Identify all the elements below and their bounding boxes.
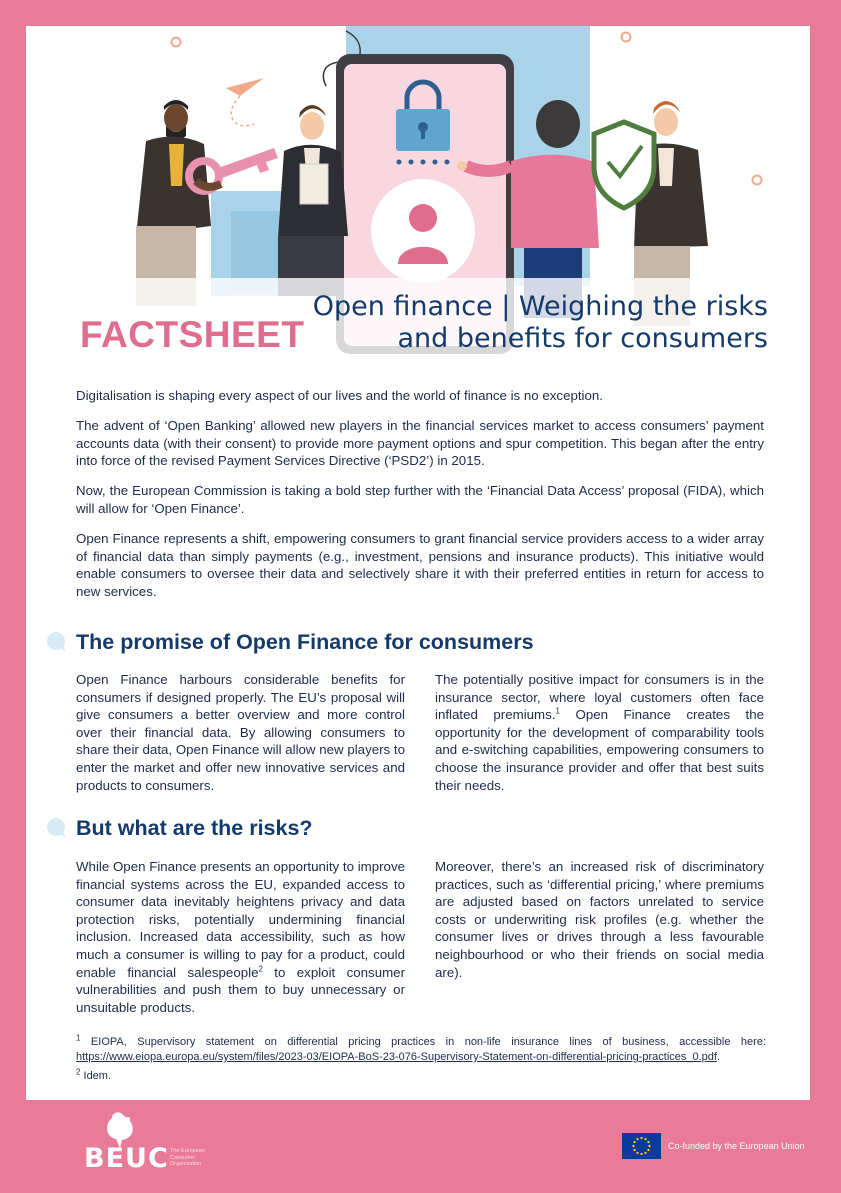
footnotes [76, 1035, 766, 1088]
section-heading-risks [46, 816, 313, 841]
footnote-1 [76, 1035, 766, 1065]
title-line-2: and benefits for consumers [397, 323, 768, 354]
footnote-number: 2 [76, 1067, 81, 1077]
beuc-logo [84, 1108, 224, 1178]
beuc-logo-icon [84, 1108, 134, 1148]
footnote-2 [76, 1069, 766, 1084]
eiopa-link[interactable]: https://www.eiopa.europa.eu/system/files/2023-03/EIOPA-BoS-23-076-Supervisory-Statement-on-differential-pricing-practices_0.pdf [76, 1051, 717, 1063]
speech-bubble-icon [46, 817, 70, 841]
eu-label: Co-funded by the European Union [668, 1141, 805, 1151]
column-right [435, 671, 764, 794]
section-heading-promise [46, 630, 534, 655]
eu-cofunding [622, 1133, 805, 1159]
footnote-text: . [716, 1051, 721, 1063]
column-left: Open Finance harbours considerable benefits for consumers if designed properly. The EU’s proposal will give consumers a better overview and more control over their financial data. By allowing consumers to share their data, Open Finance will allow new players to enter the market and offer new innovative services and products to consumers. [76, 672, 405, 793]
footnote-text: Idem. [80, 1070, 112, 1082]
intro-paragraph: Open Finance represents a shift, empowering consumers to grant financial service providers access to a wider array of financial data than simply payments (e.g., investment, pensions and insurance products). This initiative would enable consumers to oversee their data and selectively share it with their preferred entities in return for access to new services. [76, 531, 764, 599]
section-heading-text: But what are the risks? [76, 816, 313, 840]
footnote-number: 1 [76, 1033, 81, 1043]
speech-bubble-icon [46, 631, 70, 655]
intro-section [76, 387, 764, 613]
text-run: to exploit consumer vulnerabilities and push them to buy unnecessary or unsuitable products. [76, 964, 405, 1015]
text-run: Open Finance creates the opportunity for the development of comparability tools and e-switching capabilities, empowering consumers to choose the insurance provider and offer that best suits their needs. [435, 707, 764, 793]
section-promise-columns [76, 671, 764, 794]
title-line-1: Open finance | Weighing the risks [312, 291, 768, 322]
page-title [313, 291, 768, 355]
eu-flag-icon [622, 1133, 661, 1159]
factsheet-label: FACTSHEET [80, 314, 305, 355]
text-run: The potentially positive impact for consumers is in the insurance sector, where loyal customers often face inflated premiums. [435, 672, 764, 723]
section-heading-text: The promise of Open Finance for consumers [76, 630, 534, 654]
intro-paragraph: Digitalisation is shaping every aspect of our lives and the world of finance is no exception. [76, 388, 603, 403]
logo-text: BEUC [84, 1143, 169, 1174]
footnote-ref[interactable]: 1 [555, 706, 560, 716]
text-run: While Open Finance presents an opportunity to improve financial systems across the EU, expanded access to consumer data inevitably heightens privacy and data protection risks, potentially undermining financial inclusion. Increased data accessibility, such as how much a consumer is willing to pay for a product, could enable financial salespeople [76, 859, 405, 980]
section-risks-columns [76, 858, 764, 1016]
footnote-ref[interactable]: 2 [258, 964, 263, 974]
intro-paragraph: Now, the European Commission is taking a bold step further with the ‘Financial Data Access’ proposal (FIDA), which will allow for ‘Open Finance’. [76, 483, 764, 516]
intro-paragraph: The advent of ‘Open Banking’ allowed new players in the financial services market to access consumers’ payment accounts data (with their consent) to provide more payment options and spur competition. This began after the entry into force of the revised Payment Services Directive (‘PSD2’) in 2015. [76, 418, 764, 469]
factsheet-page [26, 26, 810, 1100]
footnote-text: EIOPA, Supervisory statement on differential pricing practices in non-life insurance lines of business, accessible here: [80, 1036, 766, 1048]
column-left [76, 858, 405, 1016]
column-right: Moreover, there’s an increased risk of discriminatory practices, such as ‘differential pricing,’ where premiums are adjusted based on factors unrelated to service costs or underwriting risk profiles (e.g. whether the consumer lives or drives through a less favourable neighbourhood or who their friends on social media are). [435, 859, 764, 980]
logo-tagline: The European Consumer Organisation [170, 1148, 205, 1167]
